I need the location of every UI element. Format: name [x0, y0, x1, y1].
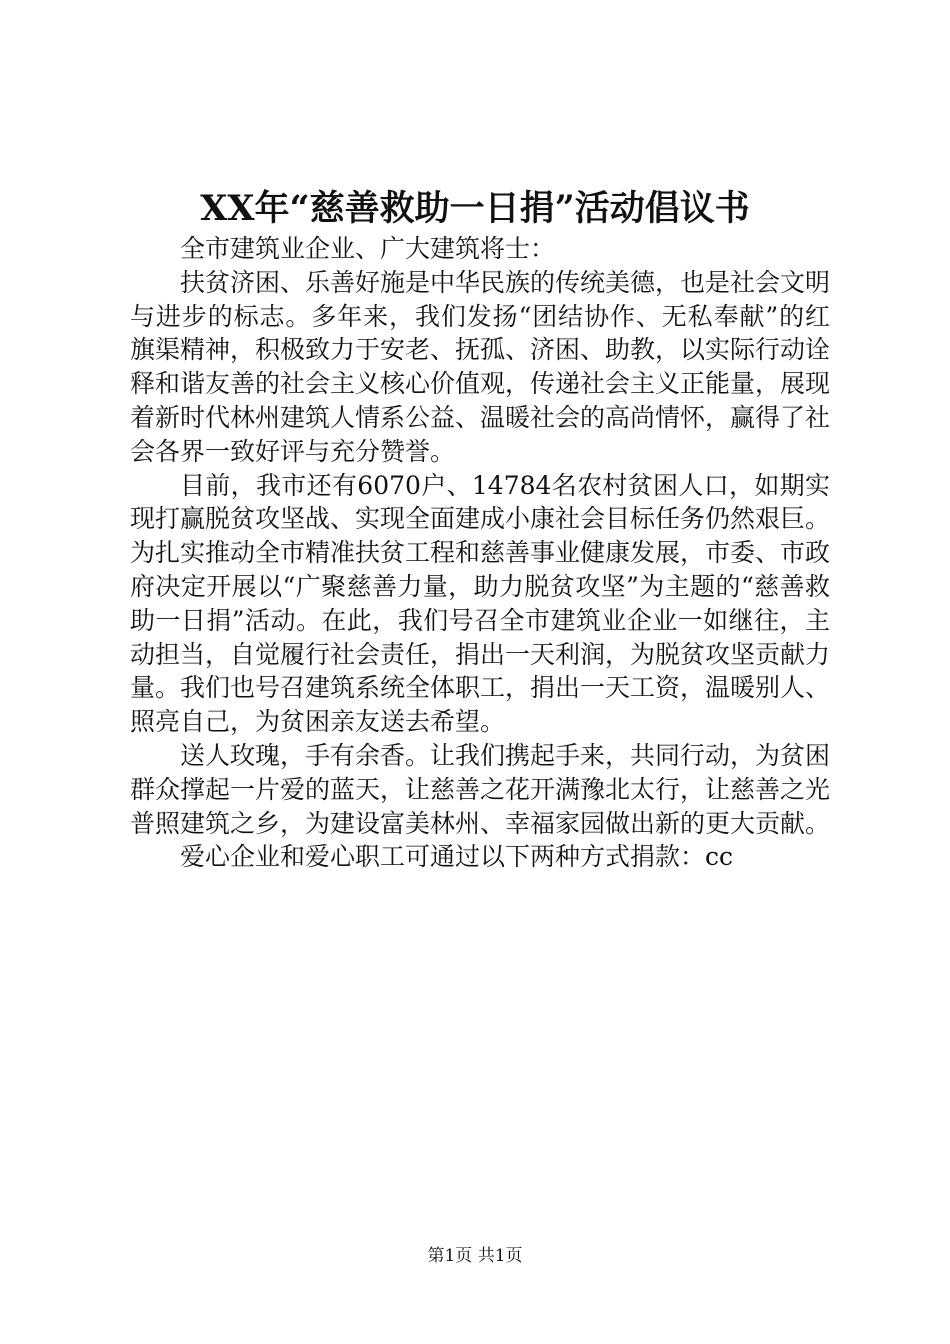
paragraph-4: 爱心企业和爱心职工可通过以下两种方式捐款：cc	[180, 842, 734, 872]
paragraph-1: 扶贫济困、乐善好施是中华民族的传统美德，也是社会文明与进步的标志。多年来，我们发扬“团结协作、无私奉献”的红旗渠精神，积极致力于安老、抚孤、济困、助教，以实际行动诠释和谐友善的社会主义核心价值观，传递社会主义正能量，展现着新时代林州建筑人情系公益、温暖社会的高尚情怀，赢得了社会各界一致好评与充分赞誉。	[130, 267, 831, 466]
paragraph-3: 送人玫瑰，手有余香。让我们携起手来，共同行动，为贫困群众撑起一片爱的蓝天，让慈善之花开满豫北太行，让慈善之光普照建筑之乡，为建设富美林州、幸福家园做出新的更大贡献。	[130, 740, 831, 838]
paragraph-2: 目前，我市还有6070户、14784名农村贫困人口，如期实现打赢脱贫攻坚战、实现全面建成小康社会目标任务仍然艰巨。为扎实推动全市精准扶贫工程和慈善事业健康发展，市委、市政府决定开展以“广聚慈善力量，助力脱贫攻坚”为主题的“慈善救助一日捐”活动。在此，我们号召全市建筑业企业一如继往，主动担当，自觉履行社会责任，捐出一天利润，为脱贫攻坚贡献力量。我们也号召建筑系统全体职工，捐出一天工资，温暖别人、照亮自己，为贫困亲友送去希望。	[130, 470, 831, 737]
page-number-footer: 第1页 共1页	[427, 1246, 523, 1266]
document-body	[130, 232, 830, 874]
document-title: XX年“慈善救助一日捐”活动倡议书	[200, 188, 750, 229]
salutation: 全市建筑业企业、广大建筑将士：	[180, 234, 556, 263]
